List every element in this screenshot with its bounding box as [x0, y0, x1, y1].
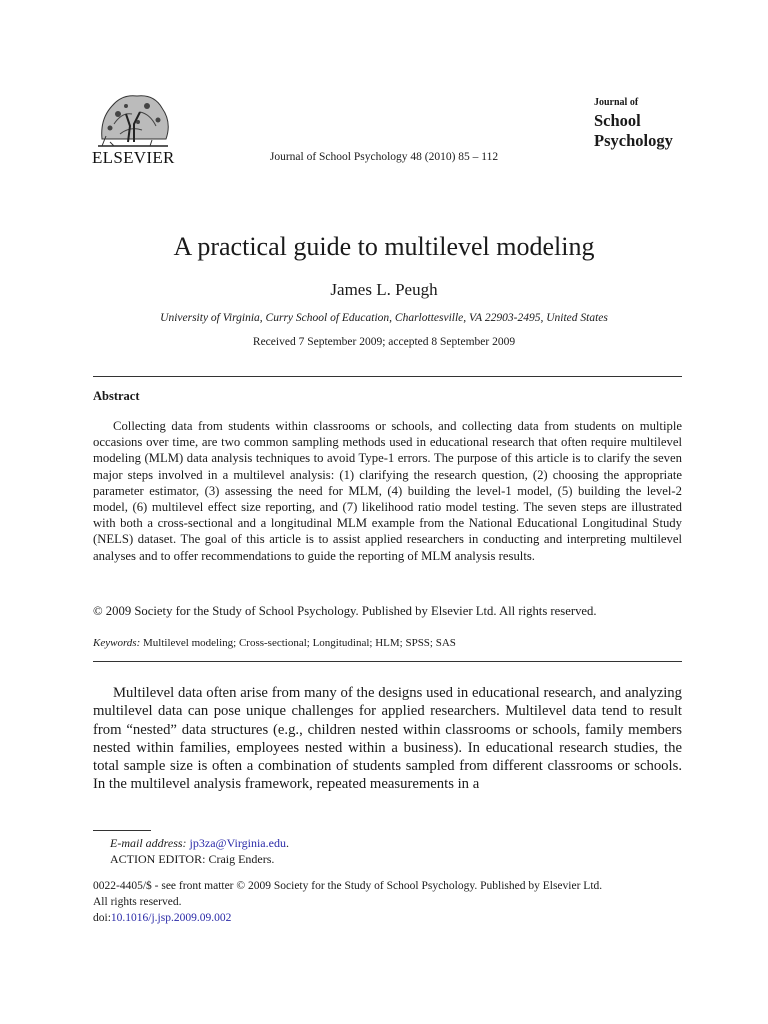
journal-of-label: Journal of — [594, 97, 639, 108]
email-link[interactable]: jp3za@Virginia.edu — [189, 836, 286, 850]
body-text — [93, 684, 682, 794]
abstract-body — [93, 418, 682, 564]
issn-line: 0022-4405/$ - see front matter © 2009 Society for the Study of School Psychology. Published by Elsevier Ltd. — [93, 880, 603, 892]
front-matter — [93, 878, 693, 926]
abstract-top-divider — [93, 376, 682, 377]
keywords-list: Multilevel modeling; Cross-sectional; Longitudinal; HLM; SPSS; SAS — [143, 637, 456, 649]
doi-link[interactable]: 10.1016/j.jsp.2009.09.002 — [110, 912, 232, 924]
abstract-heading: Abstract — [93, 389, 140, 403]
abstract-paragraph: Collecting data from students within classrooms or schools, and collecting data from students on multiple occasions over time, are two common sampling methods used in educational research that often require multilevel modeling (MLM) data analysis techniques to avoid Type-1 errors. The purpose of this article is to clarify the seven major steps involved in a multilevel analysis: (1) clarifying the research question, (2) choosing the appropriate parameter estimator, (3) assessing the need for MLM, (4) building the level-1 model, (5) building the level-2 model, (6) multilevel effect size reporting, and (7) likelihood ratio model testing. The seven steps are illustrated with both a cross-sectional and a longitudinal MLM example from the National Educational Longitudinal Study (NELS) dataset. The goal of this article is to assist applied researchers in conducting and interpreting multilevel analyses and to offer recommendations to guide the reporting of MLM analysis results. — [93, 419, 682, 563]
author-affiliation: University of Virginia, Curry School of Education, Charlottesville, VA 22903-2495, United States — [160, 312, 608, 324]
email-label: E-mail address: — [110, 836, 187, 850]
abstract-copyright: © 2009 Society for the Study of School Psychology. Published by Elsevier Ltd. All rights reserved. — [93, 604, 597, 618]
publisher-name: ELSEVIER — [92, 148, 175, 167]
body-paragraph: Multilevel data often arise from many of the designs used in educational research, and analyzing multilevel data can pose unique challenges for applied researchers. Multilevel data tend to result from “nested” data structures (e.g., children nested within classrooms or schools, family members nested within families, employees nested within a business). In educational research studies, the total sample size is often a combination of students sampled from different classrooms or schools. In the multilevel analysis framework, repeated measurements in a — [93, 685, 682, 793]
abstract-bottom-divider — [93, 661, 682, 662]
article-author: James L. Peugh — [330, 280, 438, 299]
footnote-divider — [93, 830, 151, 831]
keywords — [93, 637, 682, 649]
keywords-label: Keywords: — [93, 637, 141, 649]
rights-line: All rights reserved. — [93, 896, 182, 908]
footnote — [110, 835, 289, 867]
action-editor: ACTION EDITOR: Craig Enders. — [110, 852, 275, 866]
received-dates: Received 7 September 2009; accepted 8 September 2009 — [252, 336, 516, 348]
journal-name-line1: School — [594, 111, 641, 130]
journal-citation: Journal of School Psychology 48 (2010) 85 – 112 — [269, 151, 499, 163]
journal-brand — [594, 98, 714, 151]
journal-name-line2: Psychology — [594, 131, 673, 150]
article-title: A practical guide to multilevel modeling — [173, 232, 595, 261]
email-end: . — [285, 836, 289, 850]
doi-label: doi: — [93, 912, 111, 924]
